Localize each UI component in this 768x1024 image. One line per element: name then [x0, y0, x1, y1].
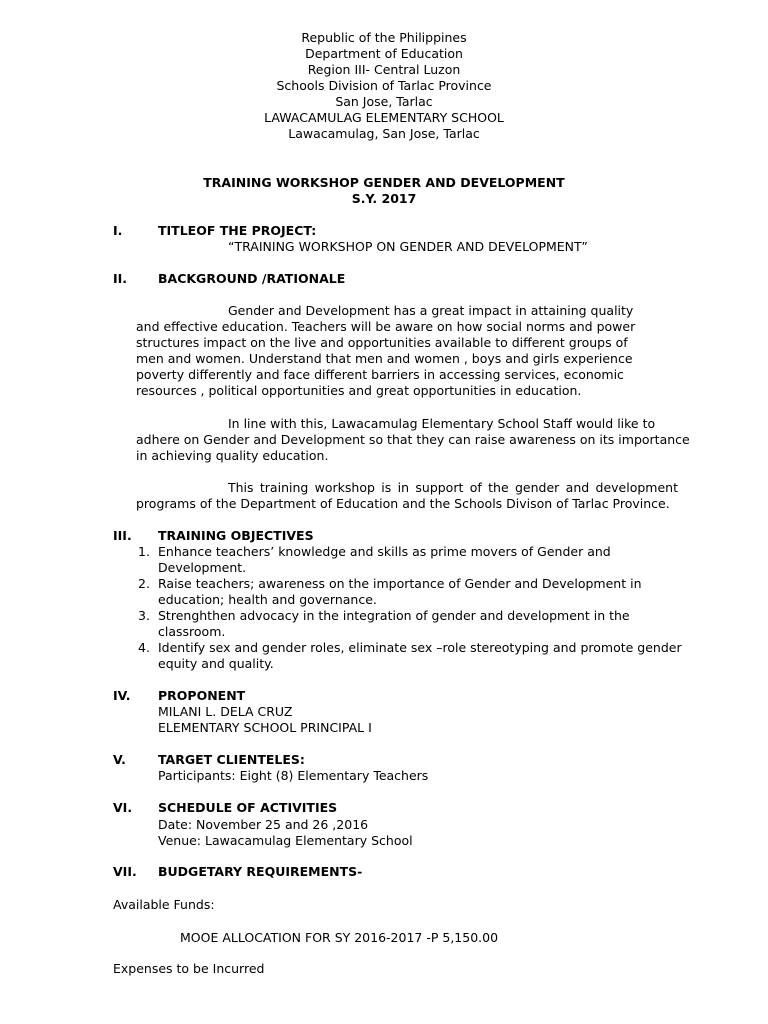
paragraph-line: resources , political opportunities and great opportunities in education. [136, 383, 582, 398]
project-title: “TRAINING WORKSHOP ON GENDER AND DEVELOPMENT” [228, 239, 588, 254]
participants-line: Participants: Eight (8) Elementary Teachers [158, 768, 429, 783]
proponent-position: ELEMENTARY SCHOOL PRINCIPAL I [158, 720, 372, 735]
paragraph-line: This training workshop is in support of the gender and development [228, 480, 678, 495]
paragraph-line: poverty differently and face different barriers in accessing services, economic [136, 367, 624, 382]
expenses-label: Expenses to be Incurred [113, 961, 265, 976]
mooe-allocation: MOOE ALLOCATION FOR SY 2016-2017 -P 5,150.00 [180, 930, 499, 945]
section-number: IV. [113, 688, 131, 703]
paragraph-line: Gender and Development has a great impact in attaining quality [228, 303, 634, 318]
school-year: S.Y. 2017 [351, 191, 417, 206]
header-line: Republic of the Philippines [301, 30, 467, 45]
section-number: V. [113, 752, 126, 767]
section-number: VI. [113, 800, 133, 815]
paragraph-line: adhere on Gender and Development so that they can raise awareness on its importance [136, 432, 690, 447]
objective-line: Enhance teachers’ knowledge and skills as prime movers of Gender and [158, 544, 611, 559]
objective-number: 2. [138, 576, 150, 591]
objective-line: education; health and governance. [158, 592, 377, 607]
objective-line: Development. [158, 560, 247, 575]
section-heading: TITLEOF THE PROJECT: [158, 223, 317, 238]
objective-line: Identify sex and gender roles, eliminate sex –role stereotyping and promote gender [158, 640, 682, 655]
paragraph-line: in achieving quality education. [136, 448, 329, 463]
section-heading: TRAINING OBJECTIVES [158, 528, 314, 543]
paragraph-line: and effective education. Teachers will be aware on how social norms and power [136, 319, 636, 334]
paragraph-line: programs of the Department of Education and the Schools Divison of Tarlac Province. [136, 496, 670, 511]
objective-number: 1. [138, 544, 150, 559]
section-number: III. [113, 528, 132, 543]
header-line: Schools Division of Tarlac Province [276, 78, 492, 93]
header-line: San Jose, Tarlac [335, 94, 433, 109]
document-title: TRAINING WORKSHOP GENDER AND DEVELOPMENT [203, 175, 565, 190]
header-line: Lawacamulag, San Jose, Tarlac [288, 126, 480, 141]
section-number: VII. [113, 864, 137, 879]
section-number: I. [113, 223, 123, 238]
objective-number: 3. [138, 608, 150, 623]
header-line: Department of Education [305, 46, 463, 61]
objective-line: Raise teachers; awareness on the importance of Gender and Development in [158, 576, 642, 591]
schedule-date: Date: November 25 and 26 ,2016 [158, 817, 369, 832]
section-heading: BACKGROUND /RATIONALE [158, 271, 346, 286]
objective-line: equity and quality. [158, 656, 274, 671]
objective-line: Strenghthen advocacy in the integration of gender and development in the [158, 608, 630, 623]
proponent-name: MILANI L. DELA CRUZ [158, 704, 293, 719]
paragraph-line: structures impact on the live and opportunities available to different groups of [136, 335, 628, 350]
objective-number: 4. [138, 640, 150, 655]
paragraph-line: men and women. Understand that men and women , boys and girls experience [136, 351, 633, 366]
section-number: II. [113, 271, 128, 286]
available-funds-label: Available Funds: [113, 897, 215, 912]
section-heading: PROPONENT [158, 688, 246, 703]
paragraph-line: In line with this, Lawacamulag Elementary School Staff would like to [228, 416, 656, 431]
section-heading: BUDGETARY REQUIREMENTS- [158, 864, 363, 879]
section-heading: TARGET CLIENTELES: [158, 752, 305, 767]
school-name: LAWACAMULAG ELEMENTARY SCHOOL [264, 110, 504, 125]
schedule-venue: Venue: Lawacamulag Elementary School [158, 833, 413, 848]
objective-line: classroom. [158, 624, 226, 639]
header-line: Region III- Central Luzon [307, 62, 461, 77]
section-heading: SCHEDULE OF ACTIVITIES [158, 800, 338, 815]
